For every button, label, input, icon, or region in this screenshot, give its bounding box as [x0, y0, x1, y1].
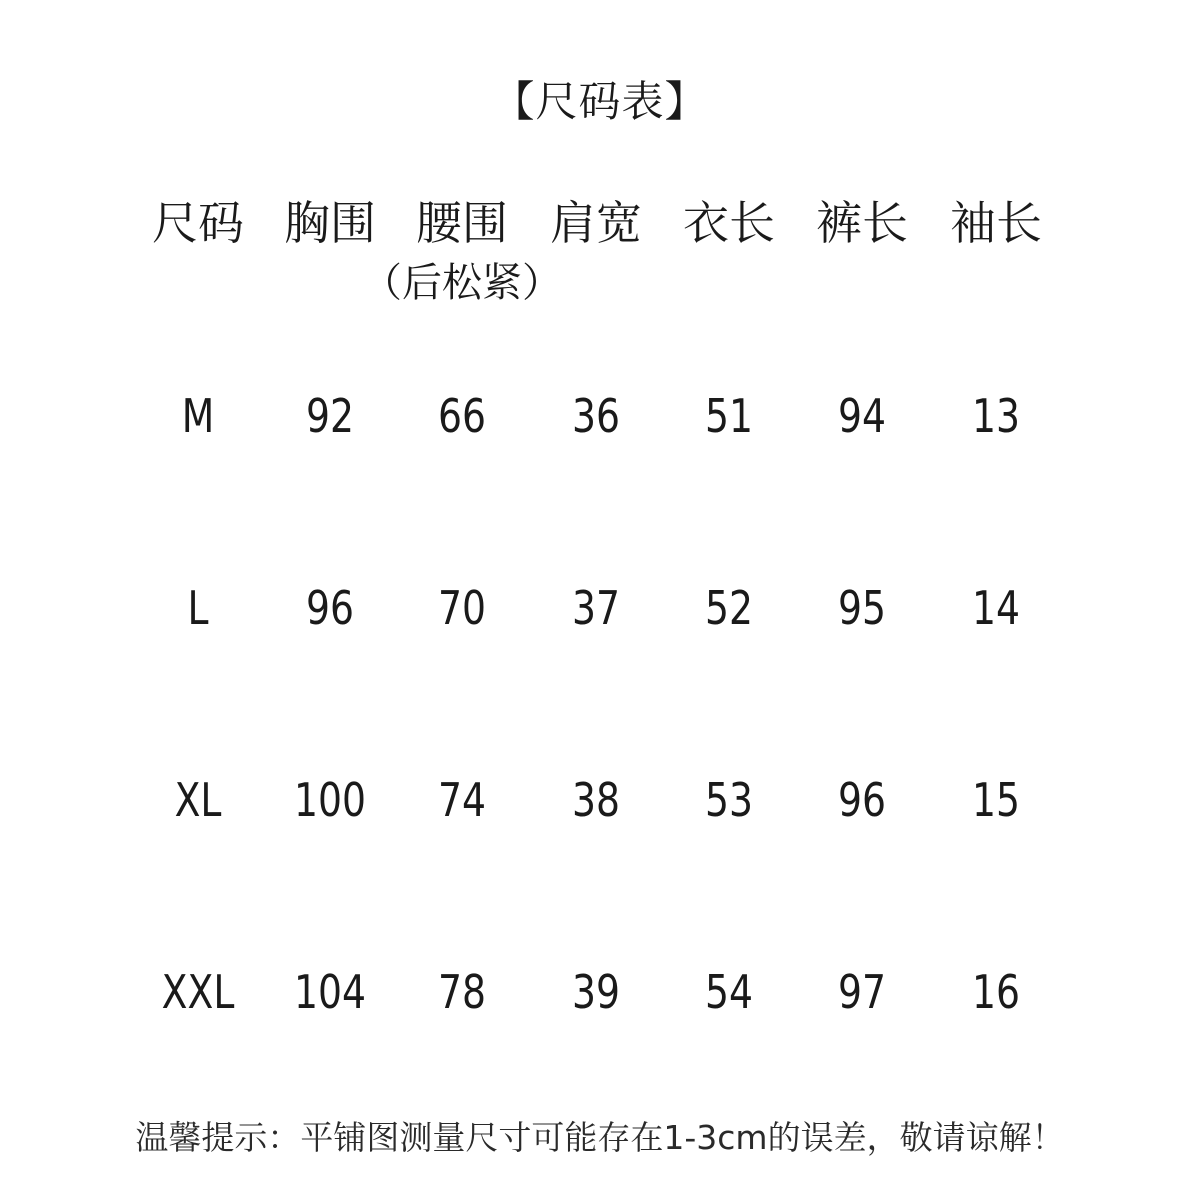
header-label: 胸围	[284, 196, 376, 250]
table-cell: 36	[571, 389, 620, 443]
table-cell: 92	[305, 389, 354, 443]
table-cell: 94	[837, 389, 886, 443]
table-cell: 15	[971, 773, 1020, 827]
header-label: 袖长	[950, 196, 1042, 250]
table-cell: 51	[704, 389, 753, 443]
table-cell: L	[187, 581, 209, 635]
table-cell: 96	[305, 581, 354, 635]
header-label: 衣长	[683, 196, 775, 250]
table-cell: 37	[571, 581, 620, 635]
table-cell: 14	[971, 581, 1020, 635]
table-cell: 53	[704, 773, 753, 827]
table-cell: 78	[437, 965, 486, 1019]
table-cell: 13	[971, 389, 1020, 443]
table-cell: 66	[437, 389, 486, 443]
header-sleeve-length	[916, 190, 1076, 256]
table-cell: 39	[571, 965, 620, 1019]
header-label: 尺码	[152, 196, 244, 250]
table-cell: 70	[437, 581, 486, 635]
table-cell: 54	[704, 965, 753, 1019]
header-sublabel: （后松紧）	[362, 260, 562, 306]
measurement-note: 温馨提示：平铺图测量尺寸可能存在1-3cm的误差，敬请谅解！	[135, 1118, 1065, 1157]
table-cell: 52	[704, 581, 753, 635]
table-cell: XXL	[161, 965, 235, 1019]
table-cell: 97	[837, 965, 886, 1019]
table-cell: 96	[837, 773, 886, 827]
header-label: 裤长	[816, 196, 908, 250]
table-cell: 38	[571, 773, 620, 827]
table-cell: 16	[971, 965, 1020, 1019]
header-label: 腰围	[416, 196, 508, 250]
size-chart-title: 【尺码表】	[492, 77, 708, 126]
table-cell: 104	[293, 965, 367, 1019]
table-cell: 100	[293, 773, 367, 827]
table-cell: XL	[174, 773, 222, 827]
header-label: 肩宽	[550, 196, 642, 250]
table-cell: M	[181, 389, 215, 443]
table-cell: 74	[437, 773, 486, 827]
table-cell: 95	[837, 581, 886, 635]
